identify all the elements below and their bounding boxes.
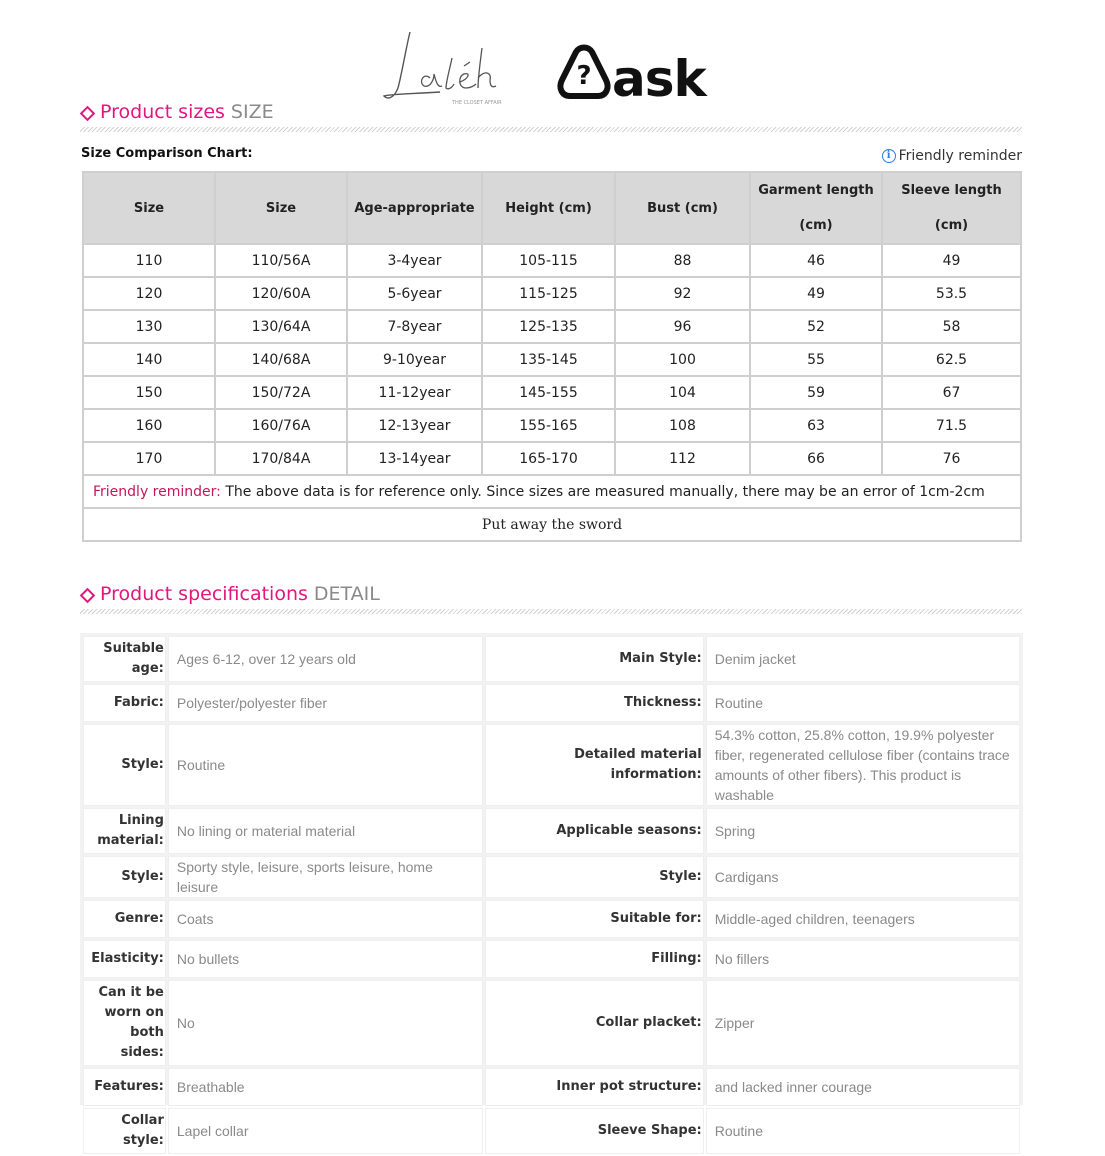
table-cell: 104 [615,376,750,409]
spec-key: Can it be worn on both sides: [83,980,166,1066]
table-cell: 55 [750,343,882,376]
table-cell: 112 [615,442,750,475]
table-cell: 150/72A [215,376,347,409]
diamond-icon [80,106,96,122]
divider [80,127,1022,132]
column-header: Age-appropriate [347,172,482,244]
brand-logos [380,28,730,108]
spec-value: No fillers [706,940,1020,978]
column-header: Garment length (cm) [750,172,882,244]
table-cell: 145-155 [482,376,615,409]
spec-value: Zipper [706,980,1020,1066]
spec-value: and lacked inner courage [706,1068,1020,1106]
table-cell: 120/60A [215,277,347,310]
spec-key: Lining material: [83,808,166,854]
table-cell: 53.5 [882,277,1021,310]
spec-value: Routine [168,724,483,806]
spec-key: Style: [83,724,166,806]
table-cell: 140/68A [215,343,347,376]
sizes-section-heading [80,101,1022,131]
spec-row [83,1108,1020,1154]
spec-value: Ages 6-12, over 12 years old [168,636,483,682]
size-note [83,475,1021,508]
spec-row [83,940,1020,978]
spec-key: Suitable age: [83,636,166,682]
table-cell: 5-6year [347,277,482,310]
table-cell: 160 [83,409,215,442]
size-note-text: The above data is for reference only. Since sizes are measured manually, there may be an error of 1cm-2cm [220,483,985,500]
column-header: Size [83,172,215,244]
table-cell: 67 [882,376,1021,409]
spec-row [83,1068,1020,1106]
table-cell: 130/64A [215,310,347,343]
spec-section-subtitle: DETAIL [313,583,380,605]
spec-value: Routine [706,1108,1020,1154]
table-cell: 49 [750,277,882,310]
column-header: Size [215,172,347,244]
svg-text:?: ? [576,61,592,91]
size-chart-table [82,171,1022,542]
table-cell: 155-165 [482,409,615,442]
table-cell: 49 [882,244,1021,277]
spec-key: Detailed material information: [485,724,704,806]
spec-row [83,636,1020,682]
spec-value: Coats [168,900,483,938]
spec-key: Fabric: [83,684,166,722]
spec-value: Polyester/polyester fiber [168,684,483,722]
sizes-section-subtitle: SIZE [230,101,274,123]
ask-logo-text: ask [612,50,706,108]
table-cell: 150 [83,376,215,409]
size-chart-caption: Size Comparison Chart: [81,146,253,161]
table-cell: 88 [615,244,750,277]
table-cell: 100 [615,343,750,376]
spec-value: 54.3% cotton, 25.8% cotton, 19.9% polyester fiber, regenerated cellulose fiber (contains trace amounts of other fibers). This product is washable [706,724,1020,806]
table-cell: 52 [750,310,882,343]
spec-key: Main Style: [485,636,704,682]
table-cell: 105-115 [482,244,615,277]
spec-key: Style: [83,856,166,898]
table-cell: 76 [882,442,1021,475]
table-cell: 110/56A [215,244,347,277]
table-cell: 71.5 [882,409,1021,442]
table-cell: 125-135 [482,310,615,343]
table-row [83,343,1021,376]
friendly-reminder-label: Friendly reminder [898,148,1022,164]
spec-key: Collar placket: [485,980,704,1066]
diamond-icon [80,588,96,604]
table-cell: 58 [882,310,1021,343]
spec-table [81,634,1022,1156]
table-row [83,244,1021,277]
table-row [83,409,1021,442]
spec-key: Style: [485,856,704,898]
spec-row [83,856,1020,898]
size-table-footer: Put away the sword [83,508,1021,541]
table-cell: 120 [83,277,215,310]
info-icon: i [882,149,896,163]
spec-row [83,808,1020,854]
table-cell: 115-125 [482,277,615,310]
spec-value: Spring [706,808,1020,854]
spec-key: Suitable for: [485,900,704,938]
spec-value: No lining or material material [168,808,483,854]
table-row [83,442,1021,475]
table-cell: 59 [750,376,882,409]
table-cell: 12-13year [347,409,482,442]
spec-key: Genre: [83,900,166,938]
spec-value: Breathable [168,1068,483,1106]
table-cell: 63 [750,409,882,442]
sizes-section-title: Product sizes SIZE [100,101,274,123]
table-row [83,310,1021,343]
brand-logo-art [380,28,730,108]
spec-key: Collar style: [83,1108,166,1154]
spec-value: No bullets [168,940,483,978]
divider [80,609,1022,614]
table-cell: 9-10year [347,343,482,376]
spec-key: Inner pot structure: [485,1068,704,1106]
spec-value: No [168,980,483,1066]
spec-section-heading [80,583,1022,613]
table-cell: 140 [83,343,215,376]
table-cell: 7-8year [347,310,482,343]
spec-value: Sporty style, leisure, sports leisure, home leisure [168,856,483,898]
spec-section-title: Product specifications DETAIL [100,583,380,605]
logo-tagline: THE CLOSET AFFAIR [452,100,502,106]
spec-value: Cardigans [706,856,1020,898]
spec-key: Elasticity: [83,940,166,978]
column-header: Height (cm) [482,172,615,244]
table-cell: 130 [83,310,215,343]
spec-row [83,900,1020,938]
size-note-label: Friendly reminder: [93,483,221,500]
spec-key: Features: [83,1068,166,1106]
spec-value: Middle-aged children, teenagers [706,900,1020,938]
spec-key: Filling: [485,940,704,978]
spec-row [83,724,1020,806]
table-cell: 92 [615,277,750,310]
spec-key: Sleeve Shape: [485,1108,704,1154]
spec-row [83,684,1020,722]
spec-key: Thickness: [485,684,704,722]
table-cell: 160/76A [215,409,347,442]
spec-value: Denim jacket [706,636,1020,682]
table-cell: 170/84A [215,442,347,475]
table-row [83,277,1021,310]
table-cell: 110 [83,244,215,277]
table-row [83,376,1021,409]
spec-value: Routine [706,684,1020,722]
table-cell: 108 [615,409,750,442]
table-cell: 66 [750,442,882,475]
spec-row [83,980,1020,1066]
table-cell: 135-145 [482,343,615,376]
table-cell: 62.5 [882,343,1021,376]
size-table-header [83,172,1021,244]
table-cell: 46 [750,244,882,277]
table-cell: 11-12year [347,376,482,409]
table-cell: 3-4year [347,244,482,277]
table-cell: 13-14year [347,442,482,475]
table-cell: 96 [615,310,750,343]
table-cell: 165-170 [482,442,615,475]
column-header: Bust (cm) [615,172,750,244]
column-header: Sleeve length (cm) [882,172,1021,244]
spec-value: Lapel collar [168,1108,483,1154]
table-cell: 170 [83,442,215,475]
friendly-reminder-link[interactable] [882,148,1022,164]
spec-key: Applicable seasons: [485,808,704,854]
